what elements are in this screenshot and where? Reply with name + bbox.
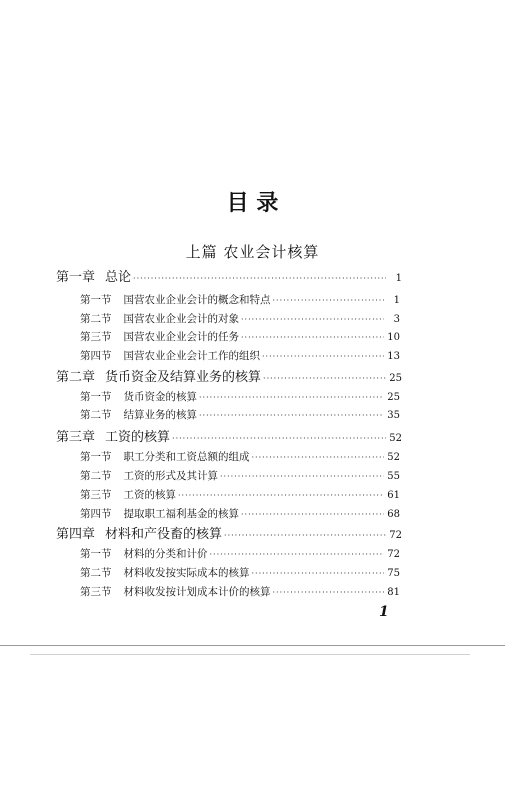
toc-label [80,487,176,502]
toc-label [80,292,271,307]
dot-leader [252,569,385,578]
toc-section-number: 第三节 [80,586,112,598]
toc-chapter-number: 第一章 [56,270,96,285]
toc-page-number: 81 [387,587,400,598]
toc-section-title: 提取职工福利基金的核算 [123,508,239,520]
toc-section-title: 材料收发按计划成本计价的核算 [123,586,271,598]
dot-leader [252,453,385,462]
toc-section-title: 工资的核算 [123,489,176,501]
toc-section-title: 材料收发按实际成本的核算 [123,567,250,579]
toc-page-number: 72 [387,549,400,560]
toc-label [56,426,170,445]
toc-page-number: 61 [387,490,400,501]
toc-page-number: 35 [387,410,400,421]
dot-leader [220,472,384,481]
toc-label [80,348,260,363]
bottom-rule [0,645,505,646]
toc-label [80,329,239,344]
toc-section-number: 第一节 [80,294,112,306]
toc-section [80,506,400,521]
toc-label [56,366,261,385]
toc-page-number: 52 [387,452,400,463]
toc-section [80,565,400,580]
toc-page-number: 72 [389,530,402,541]
toc-chapter-1 [56,266,402,285]
toc-label [80,565,250,580]
toc-section-title: 货币资金的核算 [123,391,197,403]
toc-section-title: 国营农业企业会计的任务 [123,331,239,343]
toc-section [80,329,400,344]
toc-section [80,468,400,483]
dot-leader [199,393,384,402]
toc-page-number: 1 [393,295,400,306]
toc-label [80,389,197,404]
toc-section-number: 第四节 [80,508,112,520]
toc-section-title: 职工分类和工资总额的组成 [123,451,250,463]
dot-leader [224,531,386,540]
toc-section-number: 第三节 [80,331,112,343]
dot-leader [172,434,386,443]
dot-leader [273,588,385,597]
toc-page-number: 25 [389,373,402,384]
toc-label [80,546,208,561]
dot-leader [273,296,385,305]
toc-chapter-number: 第四章 [56,527,96,542]
bottom-rule-faint [30,654,470,655]
toc-label [80,584,271,599]
toc-page-number: 68 [387,509,400,520]
toc-section [80,407,400,422]
toc-section-number: 第一节 [80,548,112,560]
toc-label [56,266,131,285]
toc-label [80,449,250,464]
toc-chapter-number: 第二章 [56,370,96,385]
page-folio-number: 1 [379,604,389,620]
toc-page-number: 13 [387,351,400,362]
toc-section [80,292,400,307]
dot-leader [262,352,384,361]
toc-section-title: 材料的分类和计价 [123,548,208,560]
toc-page-number: 10 [387,332,400,343]
toc-chapter-2 [56,366,402,385]
toc-chapter-number: 第三章 [56,430,96,445]
page-title: 目 录 [226,191,279,216]
toc-section-number: 第三节 [80,489,112,501]
toc-section [80,487,400,502]
toc-chapter-4 [56,523,402,542]
dot-leader [241,315,384,324]
toc-page-number: 1 [395,273,402,284]
dot-leader [241,333,384,342]
toc-section-number: 第二节 [80,567,112,579]
dot-leader [178,491,384,500]
toc-section-number: 第四节 [80,350,112,362]
toc-page-number: 75 [387,568,400,579]
toc-section [80,584,400,599]
toc-label [80,468,218,483]
toc-chapter-3 [56,426,402,445]
toc-page-number: 52 [389,433,402,444]
toc-section-number: 第一节 [80,451,112,463]
toc-label [80,407,197,422]
toc-section [80,449,400,464]
toc-section-number: 第一节 [80,391,112,403]
toc-page-number: 55 [387,471,400,482]
toc-chapter-title: 总论 [105,270,132,285]
dot-leader [241,510,384,519]
toc-label [56,523,222,542]
dot-leader [210,550,385,559]
toc-section-title: 国营农业企业会计的对象 [123,313,239,325]
part-title: 上篇 农业会计核算 [185,243,320,261]
toc-section-number: 第二节 [80,313,112,325]
toc-section-title: 国营农业企业会计的概念和特点 [123,294,271,306]
toc-section [80,348,400,363]
toc-section-title: 工资的形式及其计算 [123,470,218,482]
toc-section [80,389,400,404]
toc-section [80,311,400,326]
toc-section-number: 第二节 [80,409,112,421]
dot-leader [133,274,386,283]
toc-chapter-title: 工资的核算 [105,430,171,445]
dot-leader [199,411,384,420]
toc-section-title: 国营农业企业会计工作的组织 [123,350,260,362]
toc-page-number: 25 [387,392,400,403]
toc-section [80,546,400,561]
toc-chapter-title: 材料和产役畜的核算 [105,527,223,542]
toc-chapter-title: 货币资金及结算业务的核算 [105,370,262,385]
toc-label [80,311,239,326]
toc-page-number: 3 [393,314,400,325]
toc-section-title: 结算业务的核算 [123,409,197,421]
dot-leader [263,374,386,383]
toc-label [80,506,239,521]
toc-section-number: 第二节 [80,470,112,482]
